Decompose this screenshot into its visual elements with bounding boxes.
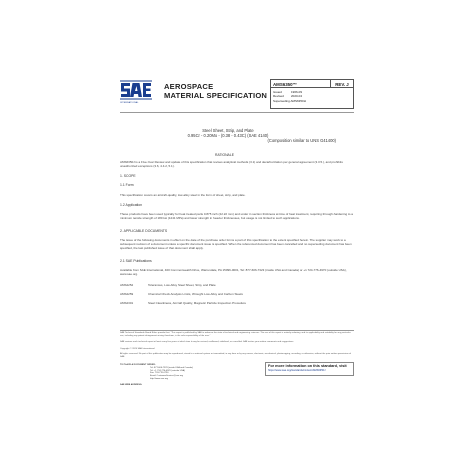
rationale-heading: RATIONALE — [215, 153, 234, 157]
order-label: TO PLACE A DOCUMENT ORDER: — [120, 364, 156, 366]
application-heading: 1.2 Application — [120, 203, 143, 207]
rationale-text: AMS6350J is a Five-Year Review and update of this specification that revises analytical methods (3.1) and decarburization per general agreement (3.3.5.), and prohibits unauthorized exceptions (3.6, 4.4.2, 5.1). — [120, 160, 343, 168]
document-title — [164, 82, 267, 100]
list-item — [120, 292, 243, 296]
sae-logo — [120, 79, 152, 109]
disclaimer-2: SAE reviews each technical report at least every five years at which time it may be revised, reaffirmed, stabilized, or cancelled. SAE invites your written comments and suggestions. — [120, 341, 294, 343]
revised-value: 2020-04 — [291, 93, 303, 98]
material-line-1: Steel Sheet, Strip, and Plate — [202, 128, 254, 133]
superseding: Superseding AMS6350H — [273, 99, 306, 103]
sae-web-address: SAE WEB ADDRESS: — [120, 384, 143, 386]
applicable-docs-heading: 2. APPLICABLE DOCUMENTS — [120, 229, 168, 233]
revised-label: Revised — [273, 93, 284, 98]
spec-number: AMS6350™ — [271, 80, 331, 87]
website[interactable]: http://www.sae.org — [150, 377, 168, 380]
form-text: This specification covers an aircraft-quality, low-alloy steel in the form of sheet, strip, and plate. — [120, 193, 246, 197]
logo-tag: INTERNATIONAL — [120, 102, 139, 104]
doc-code: AMS2252 — [120, 283, 134, 287]
material-line-2: 0.95Cr - 0.20Mo - (0.38 - 0.43C) (SAE 4140) — [187, 133, 269, 138]
form-heading: 1.1 Form — [120, 183, 134, 187]
doc-code: AMS2301 — [120, 301, 134, 305]
doc-code: AMS2259 — [120, 292, 134, 296]
list-item — [120, 283, 216, 287]
sae-logo-icon — [120, 79, 152, 101]
revision: REV. J — [335, 81, 349, 87]
disclaimer-1: SAE Technical Standards Board Rules provide that: "This report is published by SAE to advance the state of technical and engineering sciences. The use of this report is entirely voluntary, and its applicability and suitability for any particular use, including any patent infringement arising therefrom, is the sole responsibility of the user." — [120, 332, 351, 337]
fax: Fax: 724-776-0790 — [150, 372, 169, 375]
applicable-docs-text: The issue of the following documents in effect on the date of the purchase order forms a part of this specification to the extent specified herein. The supplier may work to a subsequent revision of a document unless a specific document issue is specified. When the referenced document has been cancelled and no superseding document has been specified, the last published issue of that document shall apply. — [120, 238, 352, 250]
doc-desc: Steel Cleanliness, Aircraft Quality, Magnetic Particle Inspection Procedure — [148, 301, 246, 305]
scope-heading: 1. SCOPE — [120, 174, 136, 178]
issued-value: 1966-09 — [291, 89, 303, 94]
doc-desc: Tolerances, Low-Alloy Steel Sheet, Strip, and Plate — [148, 283, 216, 287]
doc-desc: Chemical Check Analysis Limits, Wrought Low-Alloy and Carbon Steels — [148, 292, 243, 296]
copyright: Copyright © 2020 SAE International — [120, 348, 155, 350]
application-text: These products have been used typically for heat treated parts 0.875 inch (22.22 mm) and under in section thickness at time of heat treatment, requiring through-hardening to a minimum tensile strength of 180 ksi (1241 MPa) and lower strength in heavier thicknesses, but usage is not limited to such applications. — [120, 212, 353, 220]
issued-label: Issued — [273, 89, 282, 94]
footer-divider — [120, 330, 354, 331]
list-item — [120, 301, 246, 305]
header-divider — [120, 112, 354, 113]
title-line-1: AEROSPACE — [164, 82, 214, 91]
more-info-title: For more information on this standard, visit — [268, 364, 347, 368]
sae-publications-heading: 2.1 SAE Publications — [120, 259, 152, 263]
sae-publications-text: Available from SAE International, 400 Commonwealth Drive, Warrendale, PA 15096-0001, Tel: 877-606-7323 (inside USA and Canada) or +1 724-776-4970 (outside USA), www.sae.org. — [120, 268, 347, 276]
material-title — [120, 128, 336, 143]
title-line-2: MATERIAL SPECIFICATION — [164, 91, 268, 100]
tel-1: Tel: 877-606-7323 (inside USA and Canada) — [150, 366, 193, 369]
more-info-link[interactable]: https://www.sae.org/standards/content/AMS6350J — [268, 368, 326, 372]
material-line-3: (Composition similar to UNS G41400) — [267, 138, 336, 143]
more-info-box — [265, 362, 354, 376]
order-contact — [120, 364, 193, 381]
spec-info-box — [270, 79, 354, 109]
email: Email: CustomerService@sae.org — [150, 375, 183, 378]
spec-dates — [271, 88, 353, 99]
tel-2: Tel: +1 724-776-4970 (outside USA) — [150, 369, 185, 372]
rights-notice: All rights reserved. No part of this publication may be reproduced, stored in a retrieval system or transmitted, in any form or by any means, electronic, mechanical, photocopying, recording, or otherwise, without the prior written permission of SAE. — [120, 353, 352, 358]
